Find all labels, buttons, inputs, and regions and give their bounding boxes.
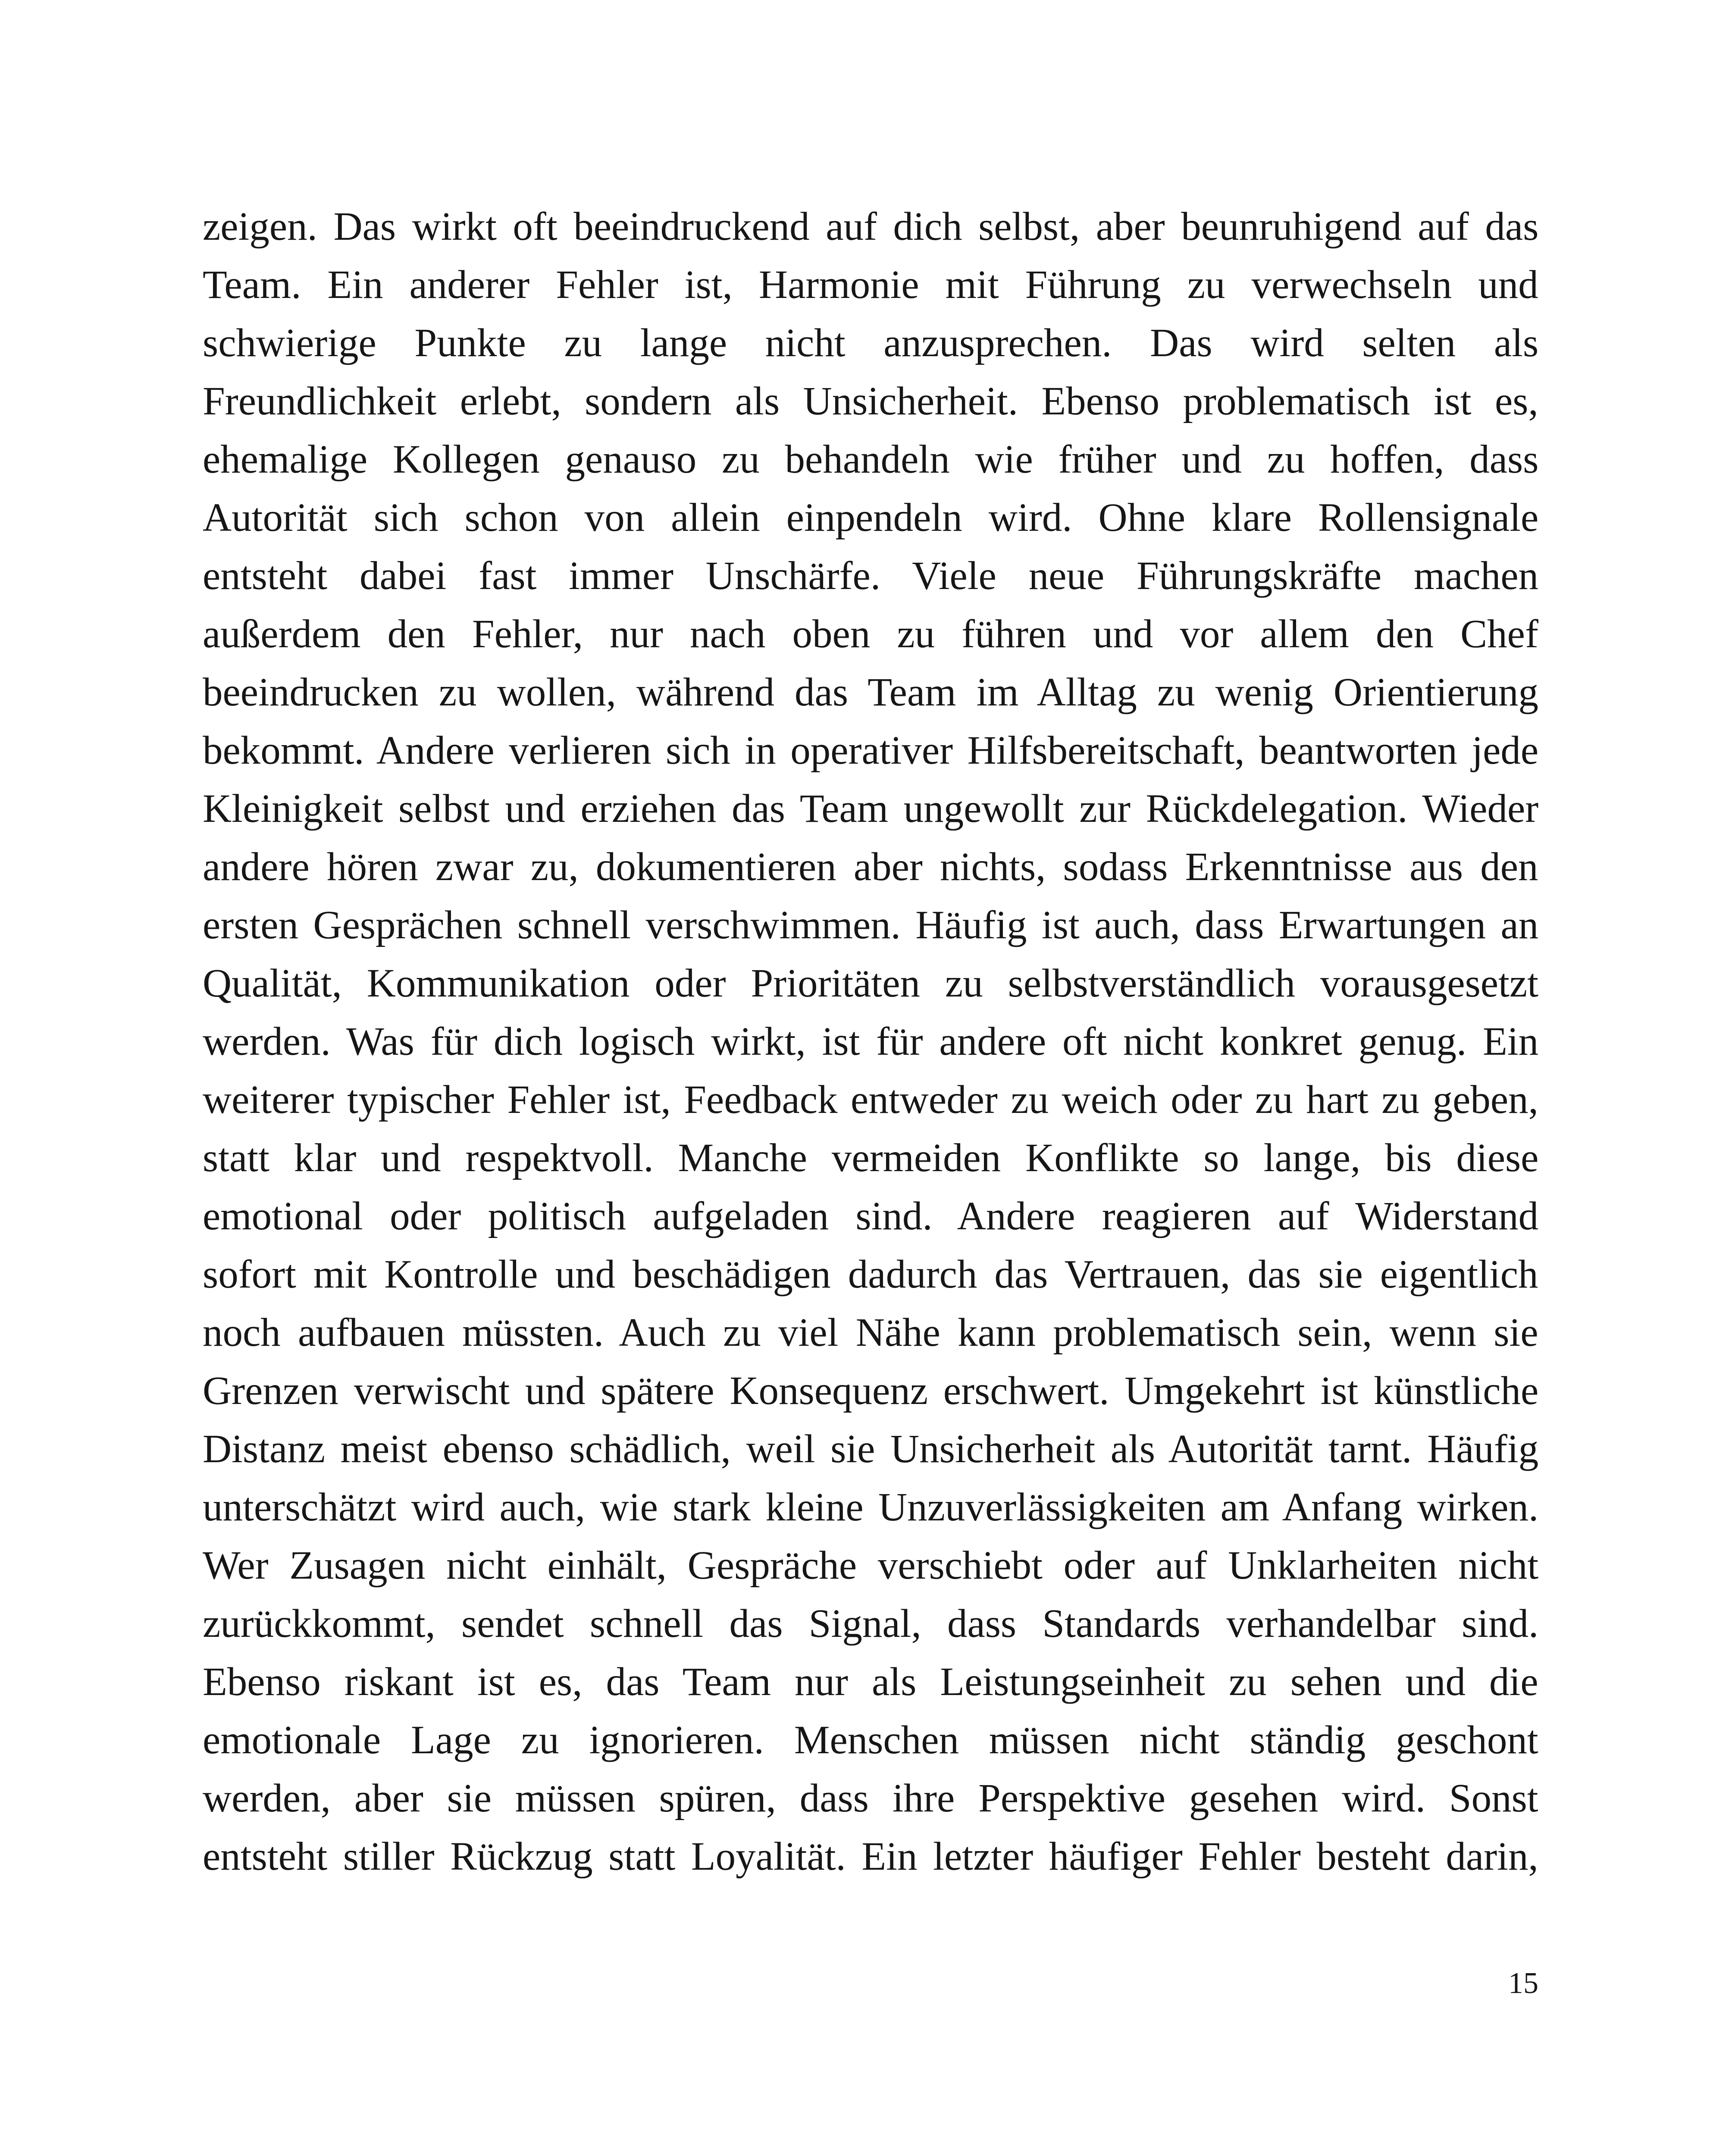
text-line: andere hören zwar zu, dokumentieren aber nichts, sodass Erkenntnisse aus den (203, 845, 1538, 889)
text-line: Distanz meist ebenso schädlich, weil sie Unsicherheit als Autorität tarnt. Häufig (203, 1427, 1538, 1471)
text-line: unterschätzt wird auch, wie stark kleine Unzuverlässigkeiten am Anfang wirken. (203, 1485, 1538, 1529)
text-line: bekommt. Andere verlieren sich in operativer Hilfsbereitschaft, beantworten jede (203, 728, 1538, 773)
text-line: werden, aber sie müssen spüren, dass ihre Perspektive gesehen wird. Sonst (203, 1776, 1538, 1821)
text-line: ehemalige Kollegen genauso zu behandeln wie früher und zu hoffen, dass (203, 437, 1538, 482)
text-line: entsteht dabei fast immer Unschärfe. Viele neue Führungskräfte machen (203, 554, 1538, 598)
text-line: schwierige Punkte zu lange nicht anzusprechen. Das wird selten als (203, 321, 1538, 365)
text-line: Kleinigkeit selbst und erziehen das Team ungewollt zur Rückdelegation. Wieder (203, 787, 1538, 831)
text-line: Team. Ein anderer Fehler ist, Harmonie mit Führung zu verwechseln und (203, 263, 1538, 307)
text-line: Qualität, Kommunikation oder Prioritäten zu selbstverständlich vorausgesetzt (203, 961, 1538, 1006)
text-line: beeindrucken zu wollen, während das Team im Alltag zu wenig Orientierung (203, 670, 1538, 714)
text-line: Wer Zusagen nicht einhält, Gespräche verschiebt oder auf Unklarheiten nicht (203, 1543, 1538, 1588)
text-line: emotionale Lage zu ignorieren. Menschen müssen nicht ständig geschont (203, 1718, 1538, 1762)
text-line: weiterer typischer Fehler ist, Feedback entweder zu weich oder zu hart zu geben, (203, 1078, 1538, 1122)
text-line: zeigen. Das wirkt oft beeindruckend auf dich selbst, aber beunruhigend auf das (203, 204, 1538, 249)
text-line: ersten Gesprächen schnell verschwimmen. Häufig ist auch, dass Erwartungen an (203, 903, 1538, 947)
text-line: werden. Was für dich logisch wirkt, ist für andere oft nicht konkret genug. Ein (203, 1019, 1538, 1064)
text-line: Grenzen verwischt und spätere Konsequenz erschwert. Umgekehrt ist künstliche (203, 1369, 1538, 1413)
page-number: 15 (1508, 1967, 1538, 2000)
text-line: entsteht stiller Rückzug statt Loyalität. Ein letzter häufiger Fehler besteht darin, (203, 1834, 1538, 1879)
text-line: sofort mit Kontrolle und beschädigen dadurch das Vertrauen, das sie eigentlich (203, 1252, 1538, 1297)
text-line: noch aufbauen müssten. Auch zu viel Nähe kann problematisch sein, wenn sie (203, 1310, 1538, 1355)
text-line: Freundlichkeit erlebt, sondern als Unsicherheit. Ebenso problematisch ist es, (203, 379, 1538, 423)
text-line: emotional oder politisch aufgeladen sind. Andere reagieren auf Widerstand (203, 1194, 1538, 1238)
body-text (203, 197, 1538, 1886)
text-line: Autorität sich schon von allein einpendeln wird. Ohne klare Rollensignale (203, 495, 1538, 540)
text-line: Ebenso riskant ist es, das Team nur als Leistungseinheit zu sehen und die (203, 1660, 1538, 1704)
text-line: statt klar und respektvoll. Manche vermeiden Konflikte so lange, bis diese (203, 1136, 1538, 1180)
text-line: außerdem den Fehler, nur nach oben zu führen und vor allem den Chef (203, 612, 1538, 656)
text-line: zurückkommt, sendet schnell das Signal, dass Standards verhandelbar sind. (203, 1601, 1538, 1646)
